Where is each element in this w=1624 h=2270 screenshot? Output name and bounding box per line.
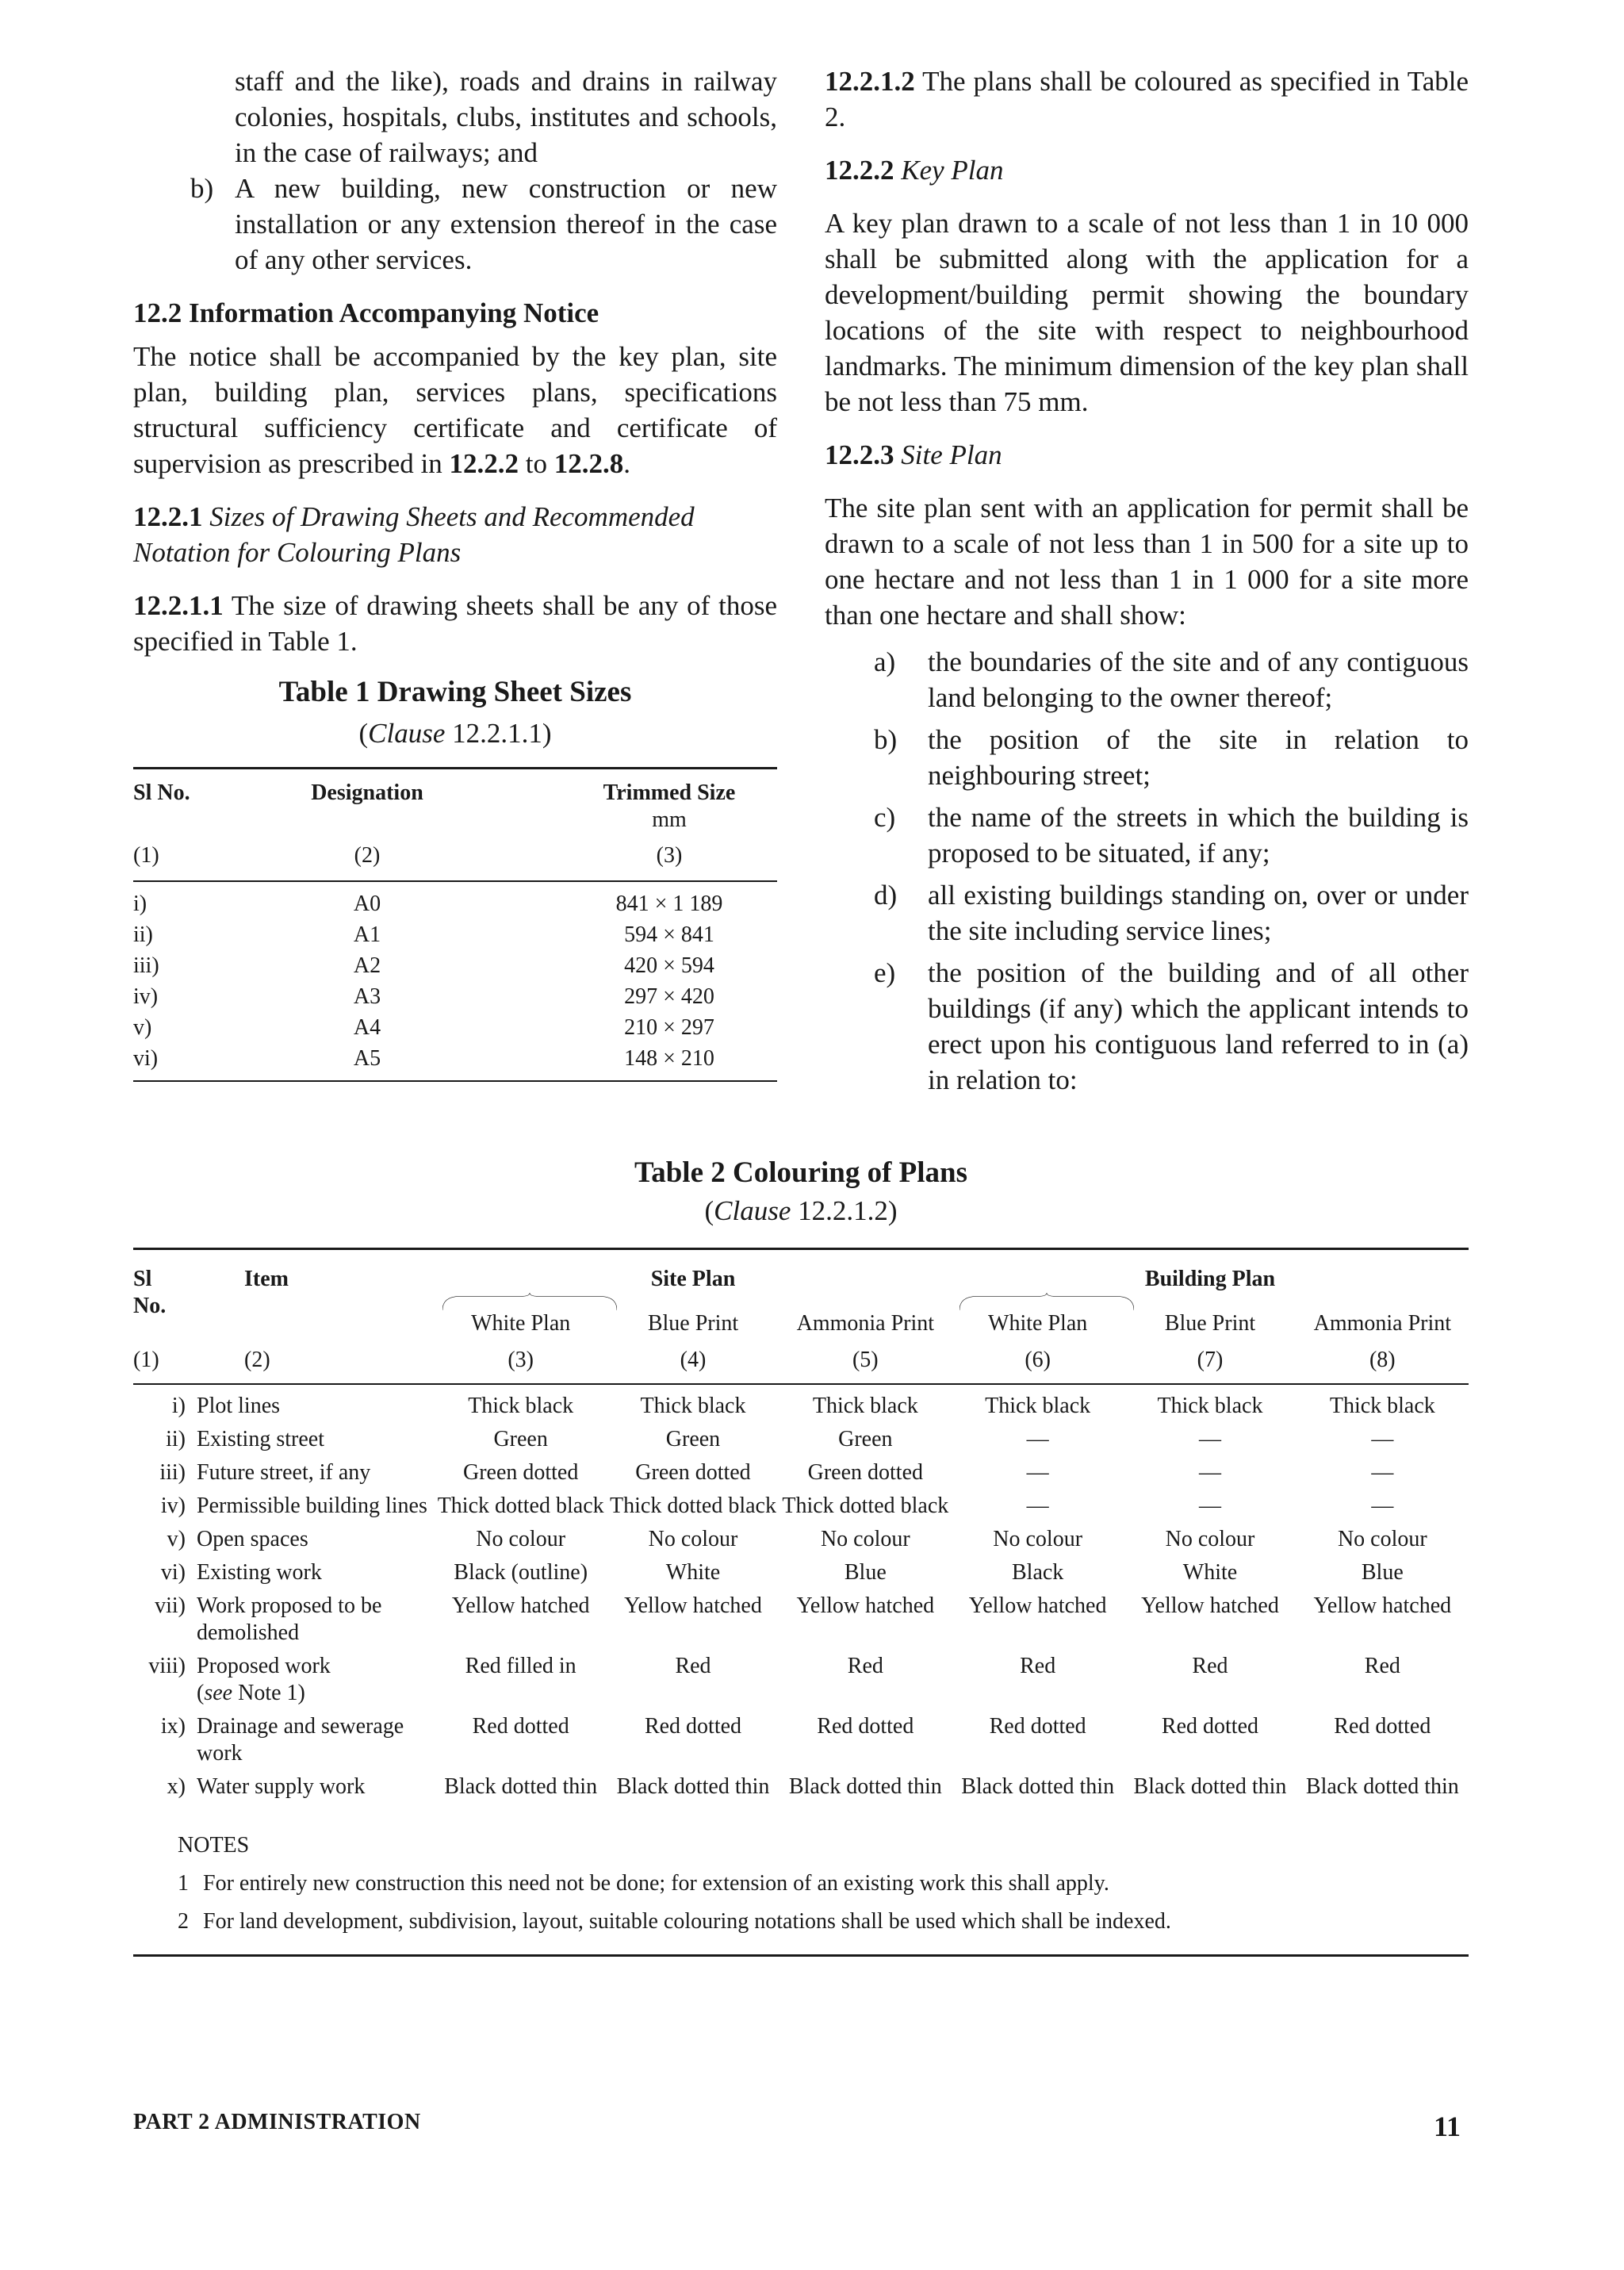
list-text: the position of the building and of all other buildings (if any) which the applicant intends to erect upon his contiguous land referred to in (a) in relation to: [928, 957, 1469, 1095]
note-ref: Note 1 [232, 1681, 298, 1705]
table1-header-row [133, 769, 777, 808]
clause-ref: 12.2.1.2 [798, 1195, 888, 1226]
note-text: For land development, subdivision, layout, suitable colouring notations shall be used which shall be indexed. [203, 1909, 1171, 1934]
text-span: . [623, 448, 631, 479]
table-row [133, 1653, 1469, 1713]
table2-notes [133, 1829, 1469, 1938]
section-12-2-3-heading [825, 437, 1469, 473]
cell-colour: Black dotted thin [444, 1774, 598, 1799]
list-label: a) [874, 646, 896, 677]
item-text: Drainage and sewerage work [197, 1714, 404, 1766]
cell-colour: Blue [844, 1560, 887, 1585]
cell-colour: Black dotted thin [1305, 1774, 1459, 1799]
cell-colour: Black [1011, 1560, 1064, 1585]
list-item [874, 955, 1469, 1098]
table-row [133, 1593, 1469, 1653]
cell-colour: — [1371, 1427, 1394, 1451]
header-sl: Sl No. [133, 780, 190, 805]
cell-item [197, 1393, 435, 1426]
list-text: the position of the site in relation to neighbouring street; [928, 724, 1469, 791]
cell-colour: Thick black [985, 1394, 1091, 1418]
cell-colour: Thick dotted black [437, 1494, 604, 1518]
cell-sl: iii) [133, 953, 159, 978]
cell-colour: No colour [1165, 1527, 1255, 1551]
cell-designation: A5 [353, 1046, 381, 1071]
cell-item [197, 1493, 435, 1526]
cell-sl: ix) [160, 1714, 186, 1739]
section-12-2-1-2 [825, 63, 1469, 135]
header-size: Trimmed Size [603, 780, 736, 805]
table-row [133, 888, 777, 919]
table1-unit-row [133, 808, 777, 832]
section-12-2-text [133, 339, 777, 481]
cell-colour: — [1371, 1494, 1394, 1518]
note-item [178, 1867, 1469, 1900]
cell-colour: Red dotted [817, 1714, 914, 1739]
list-label: b) [190, 173, 214, 204]
cell-colour: Yellow hatched [1313, 1593, 1452, 1618]
list-label: d) [874, 880, 898, 911]
cell-colour: Red [1364, 1654, 1400, 1678]
cell-colour: Red dotted [472, 1714, 569, 1739]
note-number: 1 [178, 1871, 189, 1896]
cell-colour: — [1026, 1460, 1049, 1485]
colnum: (6) [1025, 1348, 1051, 1372]
cell-item [197, 1526, 435, 1559]
cell-size: 841 × 1 189 [615, 892, 723, 916]
cell-colour: No colour [820, 1527, 910, 1551]
cell-sl: iii) [159, 1460, 186, 1485]
cell-item [197, 1559, 435, 1593]
cell-colour: Green [838, 1427, 893, 1451]
cell-colour: Red dotted [644, 1714, 742, 1739]
cell-colour: Thick dotted black [610, 1494, 776, 1518]
group-label: Building Plan [1144, 1267, 1276, 1291]
item-text: Open spaces [197, 1527, 308, 1551]
cell-sl: iv) [133, 984, 159, 1009]
item-text: Water supply work [197, 1774, 366, 1799]
cell-colour: Thick black [1329, 1394, 1435, 1418]
cell-colour: Green [493, 1427, 548, 1451]
section-12-2-1 [133, 499, 777, 570]
cell-colour: Thick black [812, 1394, 918, 1418]
item-text: Permissible building lines [197, 1494, 427, 1518]
cell-colour: Thick black [468, 1394, 574, 1418]
clause-title: Sizes of Drawing Sheets and Recommended Notation for Colouring Plans [133, 501, 695, 568]
cell-sl: ii) [166, 1427, 186, 1451]
item-text: Existing street [197, 1427, 324, 1451]
cell-sl: viii) [148, 1654, 186, 1678]
table-row [133, 1493, 1469, 1526]
header-item: Item [244, 1267, 289, 1291]
cell-size: 594 × 841 [624, 922, 714, 947]
list-item [874, 644, 1469, 715]
table2-bottom-rule [133, 1954, 1469, 1957]
table2-grid [133, 1250, 1469, 1374]
cell-colour: No colour [648, 1527, 738, 1551]
cell-colour: Black dotted thin [961, 1774, 1115, 1799]
colnum: (4) [680, 1348, 707, 1372]
clause-number: 12.2.1.1 [133, 590, 224, 621]
cell-colour: — [1026, 1427, 1049, 1451]
table-row [133, 981, 777, 1012]
clause-number: 12.2.2 [825, 155, 894, 186]
header-sl: Sl [133, 1267, 152, 1291]
cell-colour: Black (outline) [454, 1560, 588, 1585]
cell-colour: — [1198, 1427, 1221, 1451]
cell-item [197, 1653, 435, 1713]
colnum: (2) [354, 843, 381, 868]
cell-colour: Green dotted [462, 1460, 579, 1485]
brace-icon [959, 1293, 1134, 1310]
table-row [133, 1773, 1469, 1807]
clause-title: Site Plan [901, 439, 1002, 470]
cell-sl: x) [167, 1774, 186, 1799]
cell-colour: Black dotted thin [616, 1774, 770, 1799]
cell-colour: White [665, 1560, 721, 1585]
cell-size: 420 × 594 [624, 953, 714, 978]
item-text: Plot lines [197, 1394, 281, 1418]
item-text: Work proposed to be demolished [197, 1593, 382, 1645]
sub-header: White Plan [471, 1311, 571, 1336]
cell-colour: Yellow hatched [796, 1593, 935, 1618]
cell-colour: White [1182, 1560, 1238, 1585]
table-row [133, 1526, 1469, 1559]
cell-colour: Yellow hatched [451, 1593, 590, 1618]
cell-colour: Red dotted [1334, 1714, 1431, 1739]
table1-clause: (Clause 12.2.1.1) [358, 718, 552, 749]
cell-colour: Yellow hatched [1141, 1593, 1279, 1618]
cell-colour: Yellow hatched [624, 1593, 762, 1618]
cell-sl: vii) [155, 1593, 186, 1618]
sub-header: Blue Print [647, 1311, 739, 1336]
section-12-2-1-1 [133, 588, 777, 659]
cell-colour: Green dotted [635, 1460, 751, 1485]
section-heading-12-2: 12.2 Information Accompanying Notice [133, 297, 599, 328]
cell-designation: A3 [353, 984, 381, 1009]
left-column [133, 63, 777, 1082]
cell-colour: Thick dotted black [782, 1494, 949, 1518]
list-item [874, 799, 1469, 871]
section-12-2-3-text: The site plan sent with an application for permit shall be drawn to a scale of not less than 1 in 500 for a site up to one hectare and not less than 1 in 1 000 for a site more than one hectare and shall show: [825, 493, 1469, 631]
list-item [874, 722, 1469, 793]
cell-item [197, 1426, 435, 1459]
cell-colour: Blue [1361, 1560, 1404, 1585]
cell-colour: Black dotted thin [788, 1774, 942, 1799]
cell-colour: — [1198, 1494, 1221, 1518]
note-number: 2 [178, 1909, 189, 1934]
list-item-b [133, 171, 777, 278]
list-text: the boundaries of the site and of any contiguous land belonging to the owner thereof; [928, 646, 1469, 713]
clause-text: The size of drawing sheets shall be any of those specified in Table 1. [133, 590, 777, 657]
table-row [133, 1393, 1469, 1426]
header-designation: Designation [311, 780, 423, 805]
page-number: 11 [1433, 2111, 1461, 2142]
header-building-plan [952, 1250, 1469, 1310]
header-sl-no: No. [133, 1294, 167, 1318]
right-column [825, 63, 1469, 1098]
table-row [133, 1012, 777, 1043]
cell-designation: A0 [353, 892, 381, 916]
clause-title: Key Plan [901, 155, 1004, 186]
list-label: c) [874, 802, 896, 833]
colnum: (5) [852, 1348, 879, 1372]
cell-colour: Red [1020, 1654, 1056, 1678]
cell-item [197, 1713, 435, 1773]
colnum: (8) [1369, 1348, 1396, 1372]
cell-size: 210 × 297 [624, 1015, 714, 1040]
colnum: (7) [1197, 1348, 1224, 1372]
cell-colour: Red dotted [1161, 1714, 1259, 1739]
clause-ref: 12.2.8 [553, 448, 624, 479]
clause-ref: 12.2.1.1 [452, 718, 542, 749]
cell-item [197, 1459, 435, 1493]
sub-header: Ammonia Print [796, 1311, 935, 1336]
cell-sl: v) [133, 1015, 152, 1040]
cell-colour: No colour [476, 1527, 566, 1551]
page-footer [133, 2110, 1469, 2143]
table1-grid [133, 769, 777, 880]
cell-colour: Thick black [1157, 1394, 1263, 1418]
cell-colour: Green dotted [807, 1460, 924, 1485]
clause-word: Clause [714, 1195, 791, 1226]
colnum: (3) [656, 843, 683, 868]
brace-icon [442, 1293, 617, 1310]
item-text: Proposed work [197, 1654, 331, 1678]
cell-colour: — [1198, 1460, 1221, 1485]
cell-colour: — [1371, 1460, 1394, 1485]
text-span: The notice shall be accompanied by the key plan, site plan, building plan, services plans, specifications structural sufficiency certificate and certificate of supervision as prescribed in [133, 341, 777, 479]
table2-body [133, 1393, 1469, 1807]
cell-colour: Yellow hatched [968, 1593, 1107, 1618]
cell-size: 148 × 210 [624, 1046, 714, 1071]
clause-text: The plans shall be coloured as specified in Table 2. [825, 66, 1469, 132]
table2-subheader-row [133, 1310, 1469, 1337]
clause-number: 12.2.1 [133, 501, 203, 532]
colnum: (2) [244, 1348, 270, 1372]
cell-colour: No colour [993, 1527, 1083, 1551]
table-row [133, 1043, 777, 1074]
cell-colour: Thick black [640, 1394, 746, 1418]
table1 [133, 673, 777, 1082]
footer-section: PART 2 ADMINISTRATION [133, 2110, 421, 2134]
colnum: (1) [133, 843, 159, 868]
table2-group-row [133, 1250, 1469, 1310]
cell-colour: Red [1192, 1654, 1228, 1678]
cell-item [197, 1773, 435, 1807]
site-plan-list [825, 644, 1469, 1098]
list-label: e) [874, 957, 896, 988]
sub-header: Ammonia Print [1313, 1311, 1452, 1336]
note-text: For entirely new construction this need not be done; for extension of an existing work this shall apply. [203, 1871, 1109, 1896]
section-12-2-2-text: A key plan drawn to a scale of not less than 1 in 10 000 shall be submitted along with the application for a development/building permit showing the boundary locations of the site with respect to neighbourhood landmarks. The minimum dimension of the key plan shall be not less than 75 mm. [825, 208, 1469, 417]
cell-sl: vi) [160, 1560, 186, 1585]
table1-title: Table 1 Drawing Sheet Sizes [278, 676, 632, 708]
cell-colour: — [1026, 1494, 1049, 1518]
list-text: A new building, new construction or new installation or any extension thereof in the case of any other services. [235, 173, 777, 275]
table1-body [133, 888, 777, 1074]
notes-list [178, 1867, 1469, 1938]
cell-colour: Black dotted thin [1133, 1774, 1287, 1799]
cell-sl: i) [133, 892, 147, 916]
table-row [133, 919, 777, 950]
cell-sl: i) [171, 1394, 186, 1418]
table1-bottom-rule [133, 1080, 777, 1082]
table-row [133, 1713, 1469, 1773]
cell-designation: A2 [353, 953, 381, 978]
clause-word: Clause [368, 718, 446, 749]
clause-number: 12.2.1.2 [825, 66, 915, 97]
table2-mid-rule [133, 1383, 1469, 1385]
item-note: (see Note 1) [197, 1681, 305, 1705]
notes-heading: NOTES [178, 1833, 250, 1858]
table1-colnum-row [133, 832, 777, 880]
text-span: to [519, 448, 554, 479]
table-row [133, 1559, 1469, 1593]
header-site-plan [435, 1250, 952, 1310]
table2 [133, 1154, 1469, 1957]
section-12-2-2-heading [825, 152, 1469, 188]
cell-sl: iv) [160, 1494, 186, 1518]
cell-item [197, 1593, 435, 1653]
sub-header: Blue Print [1164, 1311, 1256, 1336]
table2-title: Table 2 Colouring of Plans [634, 1156, 968, 1189]
intro-continuation: staff and the like), roads and drains in railway colonies, hospitals, clubs, institutes and schools, in the case of railways; and [235, 66, 777, 168]
cell-colour: Green [665, 1427, 721, 1451]
table-row [133, 1426, 1469, 1459]
list-text: all existing buildings standing on, over or under the site including service lines; [928, 880, 1469, 946]
cell-designation: A4 [353, 1015, 381, 1040]
sub-header: White Plan [988, 1311, 1088, 1336]
list-item [874, 877, 1469, 949]
cell-colour: Red [847, 1654, 883, 1678]
list-label: b) [874, 724, 898, 755]
group-label: Site Plan [650, 1267, 736, 1291]
cell-sl: vi) [133, 1046, 159, 1071]
item-text: Existing work [197, 1560, 322, 1585]
cell-colour: Red dotted [989, 1714, 1086, 1739]
list-text: the name of the streets in which the building is proposed to be situated, if any; [928, 802, 1469, 869]
table2-colnum-row [133, 1337, 1469, 1374]
table-row [133, 1459, 1469, 1493]
colnum: (3) [508, 1348, 534, 1372]
cell-colour: Red [675, 1654, 711, 1678]
cell-sl: v) [167, 1527, 186, 1551]
table1-mid-rule [133, 880, 777, 882]
header-unit: mm [652, 807, 687, 832]
cell-sl: ii) [133, 922, 153, 947]
colnum: (1) [133, 1348, 159, 1372]
cell-designation: A1 [353, 922, 381, 947]
clause-ref: 12.2.2 [449, 448, 519, 479]
table2-clause: (Clause 12.2.1.2) [704, 1195, 898, 1226]
cell-colour: No colour [1337, 1527, 1427, 1551]
cell-colour: Red filled in [465, 1654, 576, 1678]
clause-number: 12.2.3 [825, 439, 894, 470]
note-item [178, 1905, 1469, 1938]
note-see: see [204, 1681, 233, 1705]
table-row [133, 950, 777, 981]
item-text: Future street, if any [197, 1460, 371, 1485]
cell-size: 297 × 420 [624, 984, 714, 1009]
